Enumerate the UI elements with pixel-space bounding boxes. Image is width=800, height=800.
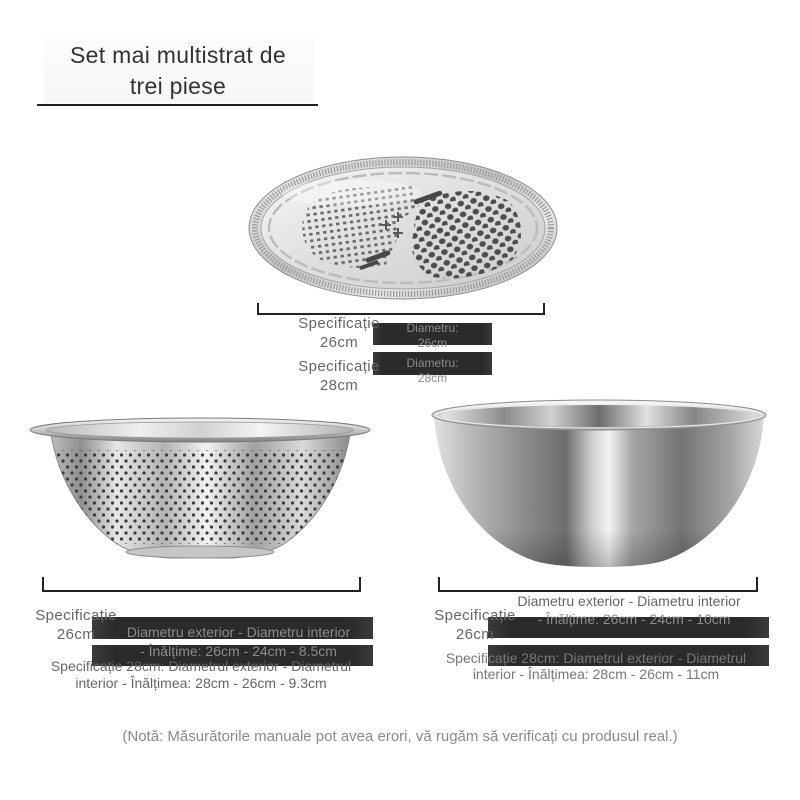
spec-size-text: 26cm [455,626,495,643]
bowl-bottom-shadow [434,417,764,567]
diameter-value: 26cm [417,336,448,350]
title-underline [37,104,318,106]
spec-label-text: Specificație [298,358,380,375]
colander-spec-26-detail [98,623,379,661]
measurement-disclaimer: (Notă: Măsurătorile manuale pot avea erori, vă rugăm să verificați cu produsul real.) [122,728,678,745]
spec-28-line-1: Specificație 28cm: Diametrul exterior - Diametrul [50,658,352,674]
bowl-spec-26-dimension-values: - Înălțime: 26cm - 24cm - 10cm [537,611,731,627]
spec-label-text: Specificație [434,607,516,624]
mixing-bowl-image [430,399,768,569]
grater-spec-28-detail [373,356,492,386]
spec-size-text: 26cm [56,626,96,643]
grater-spec-26-label [292,314,386,352]
page-title [40,40,316,102]
dimension-values: - Înălțime: 26cm - 24cm - 8.5cm [140,643,337,659]
bowl-size-bracket [438,577,758,592]
bowl-interior [441,405,757,427]
spec-size-text: 28cm [319,377,359,394]
grater-highlight [282,180,422,206]
diameter-label: Diametru: [406,321,459,335]
colander-spec-28 [31,658,371,692]
grater-spec-26-detail [373,321,492,351]
title-line-1: Set mai multistrat de [70,42,286,68]
diameter-value: 28cm [417,371,448,385]
colander-bowl-image [29,416,372,562]
dimension-names: Diametru exterior - Diametru interior [126,624,351,640]
spec-28-line-2: interior - Înălțimea: 28cm - 26cm - 11cm [472,666,720,682]
spec-28-line-2: interior - Înălțimea: 28cm - 26cm - 9.3cm [75,675,327,691]
title-line-2: trei piese [129,73,227,99]
spec-size-text: 26cm [319,334,359,351]
spec-label-text: Specificație [35,607,117,624]
diameter-label: Diametru: [406,356,459,370]
grater-plate-image [247,155,559,301]
bowl-spec-26-dimension-names: Diametru exterior - Diametru interior [517,593,741,609]
bowl-spec-28 [428,650,764,682]
colander-base-ring [126,546,274,558]
colander-size-bracket [42,577,361,592]
grater-spec-28-label [292,357,386,395]
spec-28-line-1: Specificație 28cm: Diametrul exterior - Diametrul [445,650,747,666]
spec-label-text: Specificație [298,315,380,332]
colander-perforations [29,450,372,544]
colander-inner-opening [46,422,354,438]
